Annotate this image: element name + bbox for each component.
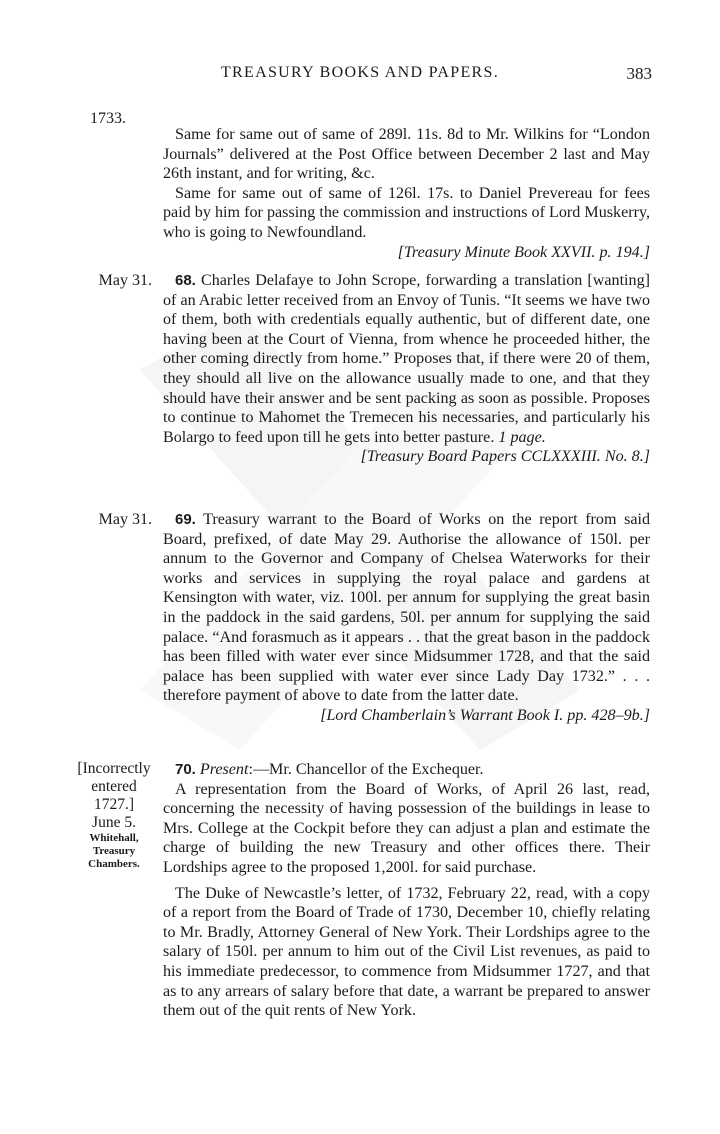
top-paragraph-1: Same for same out of same of 289l. 11s. 8d to Mr. Wilkins for “London Journals” delivered at the Post Office between December 2 last and May 26th instant, and for writing, &c. <box>163 126 650 183</box>
entry-69-text: Treasury warrant to the Board of Works on the report from said Board, prefixed, of date May 29. Authorise the allowance of 150l. per annum to the Governor and Company of Chelsea Waterworks for their works and services in supplying the royal palace and gardens at Kensington with water, viz. 100l. per annum for supplying the great basin in the paddock in the said gardens, 50l. per annum for supplying the said palace. “And forasmuch as it appears . . that the great bason in the paddock has been filled with water ever since Midsummer 1728, and that the said palace has been supplied with water ever since Lady Day 1732.” . . . therefore payment of above to date from the latter date. <box>163 511 650 705</box>
page-number: 383 <box>626 64 652 83</box>
entry-70-paragraph-1: A representation from the Board of Works, of April 26 last, read, concerning the necessity of having possession of the buildings in lease to Mrs. College at the Cockpit before they can adjust a plan and estimate the charge of building the new Treasury and other offices there. Their Lordships agree to the proposed 1,200l. for said purchase. <box>163 780 650 876</box>
entry-68-pages: 1 page. <box>498 428 546 446</box>
entry-69 <box>163 510 650 726</box>
top-reference: [Treasury Minute Book XXVII. p. 194.] <box>397 243 650 261</box>
entry-68-number: 68. <box>175 272 196 289</box>
entry-70-number: 70. <box>175 761 196 778</box>
top-paragraph-2: Same for same out of same of 126l. 17s. to Daniel Prevereau for fees paid by him for passing the commission and instructions of Lord Muskerry, who is going to Newfoundland. <box>163 184 650 241</box>
margin-date-68: May 31. <box>98 272 152 289</box>
margin-note-70: [Incorrectly entered 1727.] June 5. Whitehall, Treasury Chambers. <box>77 760 151 870</box>
page-header <box>0 62 720 88</box>
entry-68-reference: [Treasury Board Papers CCLXXXIII. No. 8.] <box>360 448 650 466</box>
entry-69-number: 69. <box>175 511 196 528</box>
margin-date-69: May 31. <box>98 511 152 528</box>
entry-70-present-label: Present <box>199 761 249 778</box>
entry-70-present-text: :—Mr. Chancellor of the Exchequer. <box>248 761 484 778</box>
top-section <box>163 125 650 262</box>
margin-year: 1733. <box>90 110 126 127</box>
entry-68 <box>163 271 650 467</box>
entry-70 <box>163 760 650 1021</box>
entry-70-paragraph-2: The Duke of Newcastle’s letter, of 1732, February 22, read, with a copy of a report from the Board of Trade of 1730, December 10, chiefly relating to Mr. Bradly, Attorney General of New York. Their Lordships agree to the salary of 150l. per annum to him out of the Civil List revenues, as paid to his immediate predecessor, to commence from Midsummer 1727, and that as to any arrears of salary before that date, a warrant be prepared to answer them out of the quit rents of New York. <box>163 884 650 1020</box>
entry-69-reference: [Lord Chamberlain’s Warrant Book I. pp. 428–9b.] <box>320 706 650 724</box>
entry-68-text: Charles Delafaye to John Scrope, forwarding a translation [wanting] of an Arabic letter received from an Envoy of Tunis. “It seems we have two of them, both with credentials equally authentic, but of different date, one having been at the Court of Vienna, from whence he proceeded hither, the other coming directly from home.” Proposes that, if there were 20 of them, they should all live on the allowance usually made to one, and that they should have their answer and be sent packing as soon as possible. Proposes to continue to Mahomet the Tremecen his necessaries, and particularly his Bolargo to feed upon till he gets into better pasture. <box>163 272 650 446</box>
running-head: TREASURY BOOKS AND PAPERS. <box>220 64 500 81</box>
